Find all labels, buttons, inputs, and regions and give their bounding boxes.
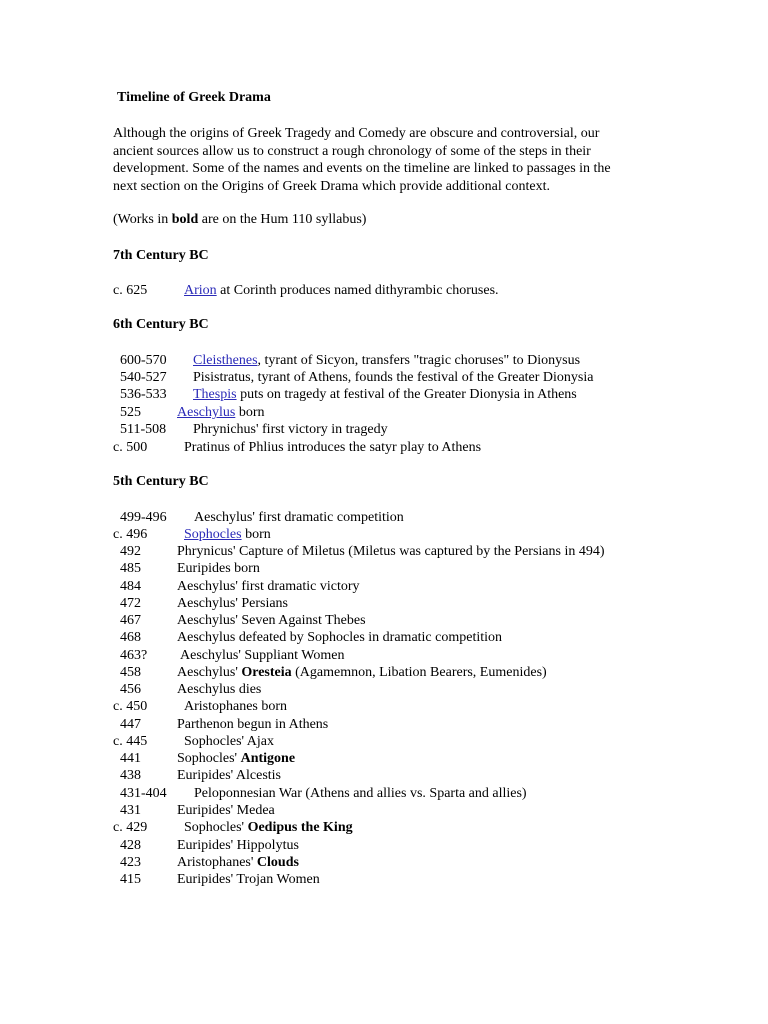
note-bold-word: bold [171, 212, 199, 227]
timeline-date: c. 445 [113, 734, 148, 749]
section-heading-7th-century: 7th Century BC [113, 248, 209, 263]
timeline-text: Parthenon begun in Athens [177, 717, 329, 732]
timeline-text: Aristophanes born [184, 699, 288, 714]
timeline-date: 415 [120, 872, 141, 887]
timeline-text: Phrynicus' Capture of Miletus (Miletus was captured by the Persians in 494) [177, 544, 605, 559]
timeline-date: 463? [120, 648, 148, 663]
intro-line: ancient sources allow us to construct a rough chronology of some of the steps in their [113, 143, 591, 159]
timeline-text: puts on tragedy at festival of the Greater Dionysia in Athens [236, 387, 577, 402]
link-aeschylus[interactable]: Aeschylus [177, 405, 236, 420]
timeline-date: 472 [120, 596, 141, 611]
section-heading-5th-century: 5th Century BC [113, 474, 209, 489]
intro-line: development. Some of the names and events on the timeline are linked to passages in the [113, 161, 611, 176]
timeline-date: 456 [120, 682, 141, 697]
timeline-text: Peloponnesian War (Athens and allies vs. Sparta and allies) [194, 786, 527, 801]
timeline-date: 447 [120, 717, 141, 732]
link-arion[interactable]: Arion [184, 283, 217, 298]
section-heading-6th-century: 6th Century BC [113, 317, 209, 332]
timeline-date: 485 [120, 561, 141, 576]
timeline-date: 540-527 [120, 370, 167, 385]
timeline-text: Aeschylus' first dramatic competition [194, 510, 404, 525]
timeline-text: Euripides' Medea [177, 803, 275, 818]
timeline-date: 431 [120, 803, 141, 818]
timeline-date: 441 [120, 751, 141, 766]
intro-paragraph [113, 125, 673, 195]
timeline-text: Sophocles' [184, 820, 248, 835]
syllabus-work: Oedipus the King [247, 820, 353, 835]
timeline-text: Euripides' Alcestis [177, 768, 282, 783]
timeline-date: c. 625 [113, 283, 148, 298]
timeline-text: Aristophanes' [177, 855, 257, 870]
timeline-text: Aeschylus' [177, 665, 242, 680]
timeline-text: Pisistratus, tyrant of Athens, founds the festival of the Greater Dionysia [193, 370, 594, 385]
timeline-date: c. 429 [113, 820, 148, 835]
timeline-date: 525 [120, 405, 141, 420]
page-title: Timeline of Greek Drama [117, 90, 271, 105]
syllabus-work: Antigone [240, 751, 296, 766]
timeline-text: (Agamemnon, Libation Bearers, Eumenides) [291, 665, 547, 680]
timeline-text: born [241, 527, 271, 542]
link-thespis[interactable]: Thespis [193, 387, 237, 402]
link-cleisthenes[interactable]: Cleisthenes [193, 353, 258, 368]
intro-line: next section on the Origins of Greek Drama which provide additional context. [113, 178, 550, 194]
timeline-date: c. 450 [113, 699, 148, 714]
note-text: (Works in [113, 212, 172, 227]
timeline-text: Euripides' Trojan Women [177, 872, 320, 887]
timeline-text: Aeschylus' Persians [177, 596, 289, 611]
timeline-date: 458 [120, 665, 141, 680]
timeline-text: born [235, 405, 265, 420]
timeline-date: 492 [120, 544, 141, 559]
timeline-text: Pratinus of Phlius introduces the satyr play to Athens [184, 440, 482, 455]
timeline-text: Euripides born [177, 561, 260, 576]
link-sophocles[interactable]: Sophocles [184, 527, 242, 542]
timeline-text: Aeschylus defeated by Sophocles in dramatic competition [177, 630, 503, 645]
timeline-date: 467 [120, 613, 141, 628]
timeline-text: , tyrant of Sicyon, transfers "tragic choruses" to Dionysus [257, 353, 581, 368]
timeline-date: 431-404 [120, 786, 167, 801]
timeline-date: c. 496 [113, 527, 148, 542]
syllabus-note [113, 212, 366, 228]
timeline-date: 511-508 [120, 422, 167, 437]
timeline-date: 484 [120, 579, 141, 594]
timeline-text: Aeschylus dies [177, 682, 262, 697]
note-text: are on the Hum 110 syllabus) [198, 212, 367, 227]
timeline-date: 438 [120, 768, 141, 783]
timeline-date: 468 [120, 630, 141, 645]
timeline-date: 600-570 [120, 353, 167, 368]
timeline-date: 536-533 [120, 387, 167, 402]
timeline-date: 499-496 [120, 510, 167, 525]
syllabus-work: Oresteia [241, 665, 292, 680]
intro-line: Although the origins of Greek Tragedy and Comedy are obscure and controversial, our [113, 126, 600, 141]
timeline-text: Aeschylus' first dramatic victory [177, 579, 360, 594]
timeline-text: Aeschylus' Seven Against Thebes [177, 613, 366, 628]
timeline-text: Aeschylus' Suppliant Women [180, 648, 345, 663]
timeline-date: c. 500 [113, 440, 148, 455]
timeline-text: Sophocles' Ajax [184, 734, 275, 749]
timeline-date: 428 [120, 838, 141, 853]
syllabus-work: Clouds [256, 855, 299, 870]
timeline-text: at Corinth produces named dithyrambic choruses. [216, 283, 499, 298]
timeline-text: Sophocles' [177, 751, 241, 766]
timeline-date: 423 [120, 855, 141, 870]
timeline-text: Phrynichus' first victory in tragedy [193, 422, 388, 437]
timeline-text: Euripides' Hippolytus [177, 838, 299, 853]
